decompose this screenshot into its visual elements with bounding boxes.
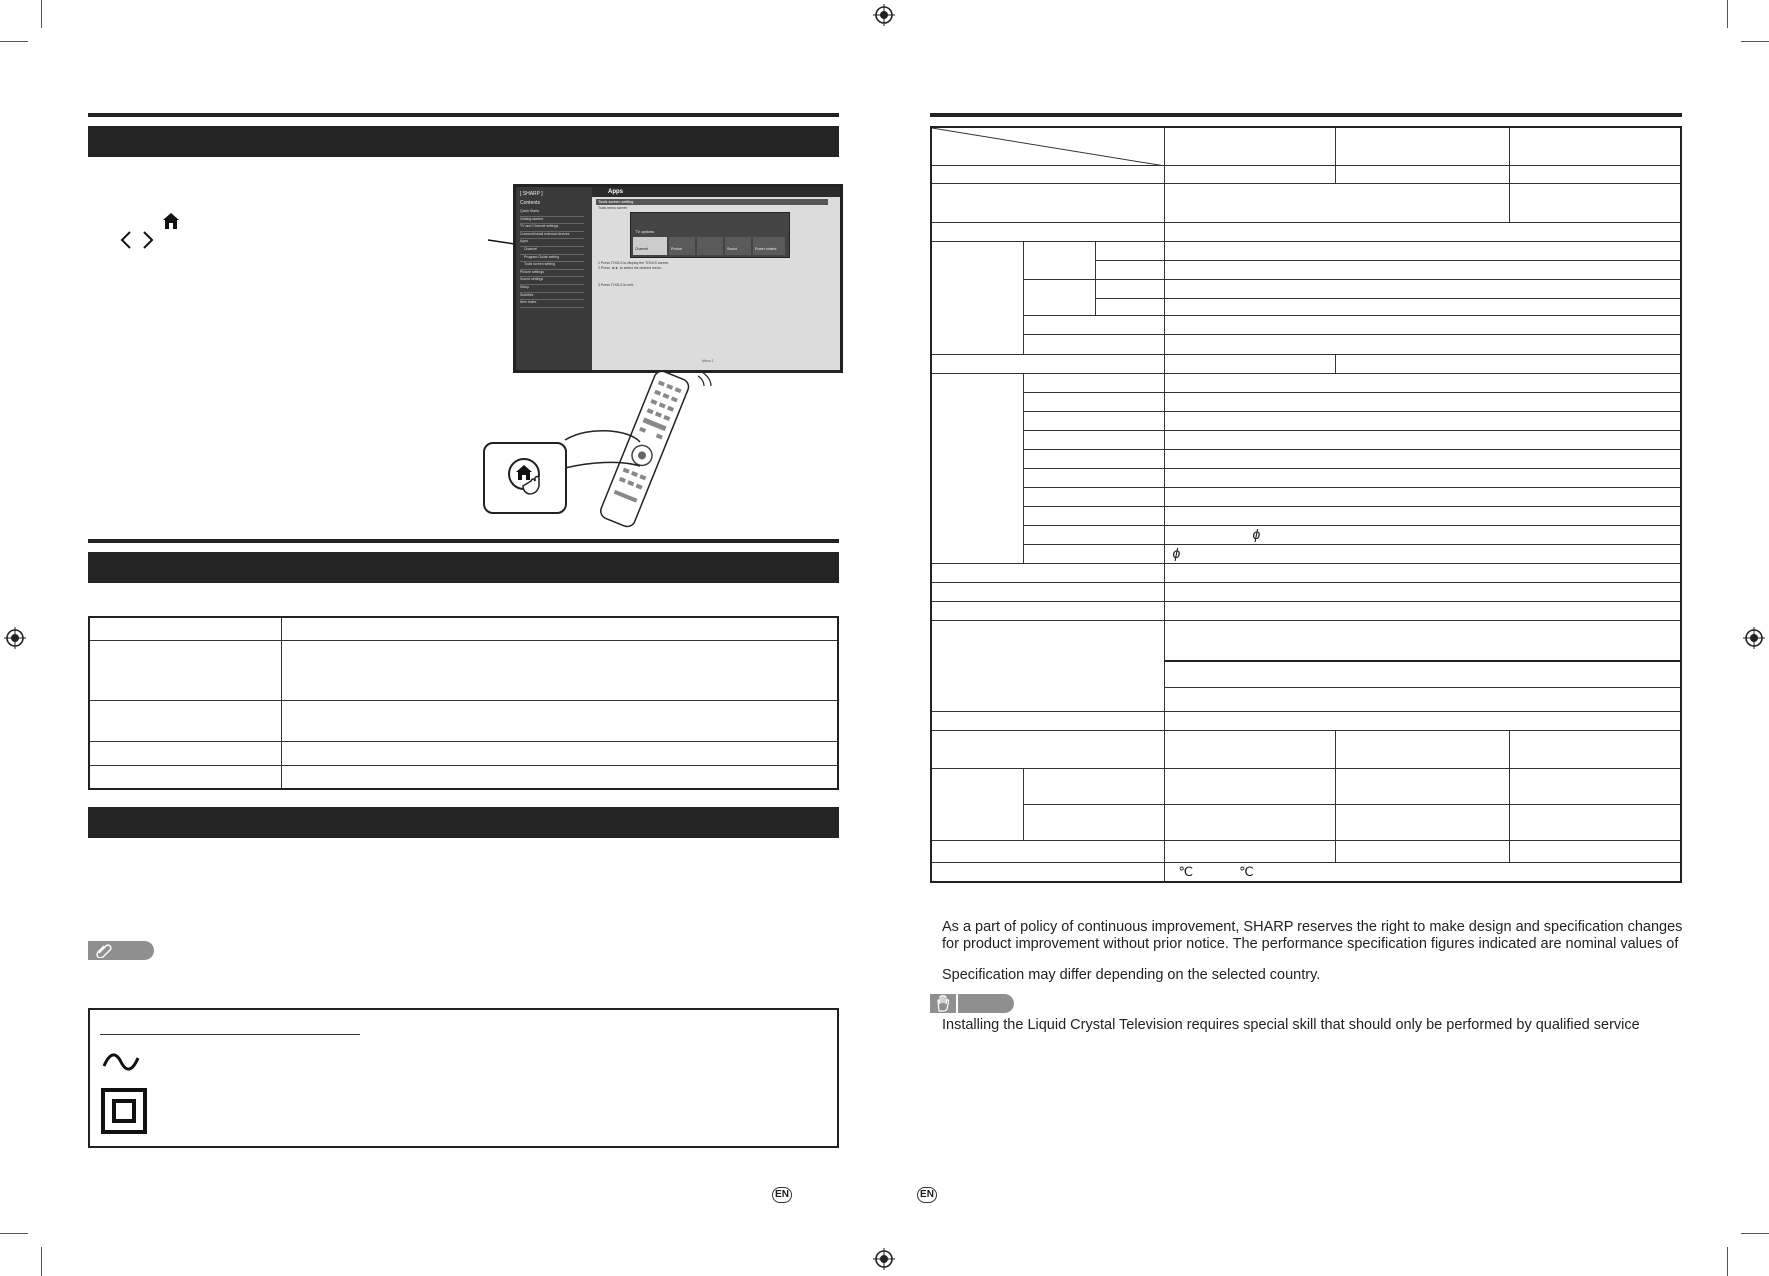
tv-menu-item[interactable]: Item Index	[520, 300, 584, 308]
crop-mark	[41, 0, 42, 28]
table-cell	[1509, 183, 1681, 222]
en-badge: EN	[772, 1187, 792, 1203]
table-cell	[89, 617, 282, 640]
table-cell	[1164, 411, 1681, 430]
tv-menu-item[interactable]: Connect/Install external devices	[520, 232, 584, 240]
table-cell	[1509, 840, 1681, 862]
crop-mark	[1741, 1233, 1769, 1234]
table-cell	[1023, 392, 1164, 411]
left-info-table	[88, 616, 839, 790]
table-cell	[931, 165, 1164, 183]
tv-popup-option[interactable]: Channel	[633, 237, 667, 255]
tv-menu-item[interactable]: Channel	[520, 247, 584, 255]
table-cell	[1023, 241, 1095, 279]
table-header-diagonal-cell	[931, 127, 1164, 165]
table-cell	[1023, 468, 1164, 487]
registration-mark-icon	[1743, 627, 1765, 649]
top-rule	[930, 113, 1682, 117]
table-cell	[931, 373, 1023, 563]
table-cell	[1164, 506, 1681, 525]
table-cell	[282, 617, 839, 640]
table-cell	[1095, 298, 1164, 315]
table-cell	[1164, 127, 1335, 165]
spec-paragraph-line: As a part of policy of continuous improvement, SHARP reserves the right to make design and specification changes	[942, 919, 1683, 935]
celsius-symbol: ℃	[1239, 863, 1254, 879]
table-cell	[282, 765, 839, 789]
table-cell	[1335, 127, 1509, 165]
table-cell	[1335, 840, 1509, 862]
tv-menu-item[interactable]: Sound settings	[520, 277, 584, 285]
tv-sidebar	[516, 187, 592, 370]
table-cell	[1164, 601, 1681, 620]
table-cell	[931, 183, 1164, 222]
tv-popup	[630, 212, 790, 258]
table-cell	[1023, 334, 1164, 354]
table-cell	[1164, 298, 1681, 315]
table-cell	[1164, 241, 1681, 260]
table-cell	[1023, 804, 1164, 840]
table-cell	[1164, 315, 1681, 334]
table-cell	[1164, 222, 1681, 241]
tv-menu-item[interactable]: Tools screen setting	[520, 262, 584, 270]
table-cell	[1164, 687, 1681, 711]
tv-menu-item[interactable]: Subtitles	[520, 293, 584, 301]
table-cell	[1509, 730, 1681, 768]
table-cell	[1335, 354, 1681, 373]
tv-menu-item[interactable]: Apps	[520, 239, 584, 247]
paperclip-icon	[96, 943, 112, 958]
table-cell	[1509, 768, 1681, 804]
table-cell	[1095, 260, 1164, 279]
tv-popup-option[interactable]	[697, 237, 723, 255]
table-cell	[1023, 525, 1164, 544]
table-cell	[1023, 279, 1095, 315]
table-cell	[1335, 165, 1509, 183]
table-cell	[931, 840, 1164, 862]
tv-popup-title: TV options	[635, 229, 655, 234]
caution-tag	[930, 994, 1014, 1013]
diagonal-line	[932, 128, 1165, 166]
table-cell	[1509, 165, 1681, 183]
section-heading-bar	[88, 552, 839, 583]
tv-app-title: Apps	[608, 189, 623, 195]
table-cell	[89, 765, 282, 789]
left-arrow-icon	[120, 230, 132, 250]
table-cell	[1335, 768, 1509, 804]
section-heading-bar	[88, 126, 839, 157]
table-cell	[1164, 430, 1681, 449]
diameter-symbol: ϕ	[1252, 525, 1261, 542]
table-cell	[931, 620, 1164, 711]
tv-brand: [ SHARP ]	[520, 191, 543, 197]
tv-popup-option[interactable]: Power control	[753, 237, 785, 255]
table-cell	[1023, 544, 1164, 563]
table-cell	[1164, 260, 1681, 279]
note-tag	[88, 941, 154, 960]
caution-text: Installing the Liquid Crystal Television requires special skill that should only be performed by qualified service	[942, 1017, 1640, 1033]
class-ii-symbol-icon	[101, 1088, 147, 1134]
caution-tag-divider	[956, 994, 958, 1013]
tv-contents-label: Contents	[520, 200, 541, 206]
table-cell	[931, 601, 1164, 620]
table-cell	[931, 241, 1023, 354]
tv-menu-item[interactable]: Setup	[520, 285, 584, 293]
tv-footer: Menu 1	[702, 359, 714, 363]
diameter-symbol: ϕ	[1172, 544, 1181, 561]
symbol-box-underline	[100, 1034, 360, 1035]
table-cell	[1164, 165, 1335, 183]
table-cell	[1095, 279, 1164, 298]
tv-step: 3 Press TOOLS to exit.	[598, 283, 634, 287]
table-cell	[1164, 730, 1335, 768]
registration-mark-icon	[873, 1248, 895, 1270]
table-cell	[1023, 430, 1164, 449]
table-cell	[931, 862, 1164, 882]
table-cell	[1023, 768, 1164, 804]
table-cell	[1164, 334, 1681, 354]
table-cell	[1023, 411, 1164, 430]
tv-menu-item[interactable]: Program Guide setting	[520, 255, 584, 263]
en-badge: EN	[917, 1187, 937, 1203]
tv-tools-sub: Tools menu screen	[598, 206, 628, 210]
table-cell	[1164, 582, 1681, 601]
table-cell	[1023, 315, 1164, 334]
table-cell	[931, 730, 1164, 768]
table-cell	[1023, 506, 1164, 525]
table-cell	[931, 222, 1164, 241]
tv-screen	[513, 184, 843, 373]
tv-step: 1 Press TOOLS to display the TOOLS screen.	[598, 261, 670, 265]
tv-popup-option[interactable]: Sound	[725, 237, 751, 255]
table-cell	[1023, 373, 1164, 392]
crop-mark	[0, 41, 28, 42]
tv-tools-item: Tools screen setting	[596, 199, 828, 205]
table-cell	[1023, 487, 1164, 506]
table-cell	[1164, 183, 1509, 222]
tv-menu-item[interactable]: TV and Channel settings	[520, 224, 584, 232]
table-cell	[1164, 373, 1681, 392]
tv-menu-item[interactable]: Picture settings	[520, 270, 584, 278]
tv-menu	[520, 209, 584, 308]
table-cell	[1164, 661, 1681, 687]
table-cell	[1164, 768, 1335, 804]
tv-menu-item[interactable]: Quick Starts	[520, 209, 584, 217]
table-cell	[1335, 730, 1509, 768]
right-arrow-icon	[142, 230, 154, 250]
table-cell	[1164, 544, 1681, 563]
registration-mark-icon	[873, 4, 895, 26]
table-cell	[931, 354, 1164, 373]
table-cell	[1164, 468, 1681, 487]
crop-mark	[0, 1233, 28, 1234]
symbol-box	[88, 1008, 839, 1148]
table-cell	[1509, 804, 1681, 840]
table-cell	[931, 711, 1164, 730]
table-cell	[1335, 804, 1509, 840]
table-cell	[1164, 449, 1681, 468]
home-button-icon	[505, 455, 549, 499]
top-rule	[88, 113, 839, 117]
table-cell	[1164, 840, 1335, 862]
table-cell	[1164, 804, 1335, 840]
table-cell	[1164, 862, 1681, 882]
table-cell	[282, 741, 839, 765]
home-button-callout	[483, 442, 567, 514]
table-cell	[282, 640, 839, 700]
tv-title-bar	[592, 187, 840, 197]
table-cell	[931, 582, 1164, 601]
specifications-table	[930, 126, 1682, 883]
home-icon	[162, 212, 180, 230]
table-cell	[1095, 241, 1164, 260]
tv-popup-option[interactable]: Picture	[669, 237, 695, 255]
tv-step: 2 Press ◄/► to select the desired menu.	[598, 266, 662, 270]
crop-mark	[41, 1247, 42, 1276]
spec-paragraph-line: for product improvement without prior notice. The performance specification figures indicated are nominal values of	[942, 936, 1679, 952]
table-cell	[1164, 279, 1681, 298]
crop-mark	[1741, 41, 1769, 42]
crop-mark	[1727, 0, 1728, 28]
hand-icon	[934, 995, 954, 1012]
table-cell	[931, 768, 1023, 840]
celsius-symbol: ℃	[1178, 863, 1194, 879]
section-heading-bar	[88, 807, 839, 838]
table-cell	[1164, 711, 1681, 730]
registration-mark-icon	[4, 627, 26, 649]
section-rule	[88, 539, 839, 543]
table-cell	[1164, 525, 1681, 544]
table-cell	[1164, 563, 1681, 582]
table-cell	[1023, 449, 1164, 468]
table-cell	[1164, 620, 1681, 661]
table-cell	[89, 700, 282, 741]
tv-menu-item[interactable]: Getting started	[520, 217, 584, 225]
table-cell	[1509, 127, 1681, 165]
table-cell	[89, 640, 282, 700]
table-cell	[282, 700, 839, 741]
table-cell	[931, 563, 1164, 582]
table-cell	[1164, 354, 1335, 373]
spec-paragraph-line: Specification may differ depending on the selected country.	[942, 967, 1321, 983]
table-cell	[89, 741, 282, 765]
ac-symbol-icon	[102, 1052, 140, 1072]
table-cell	[1164, 487, 1681, 506]
table-cell	[1164, 392, 1681, 411]
crop-mark	[1727, 1247, 1728, 1276]
